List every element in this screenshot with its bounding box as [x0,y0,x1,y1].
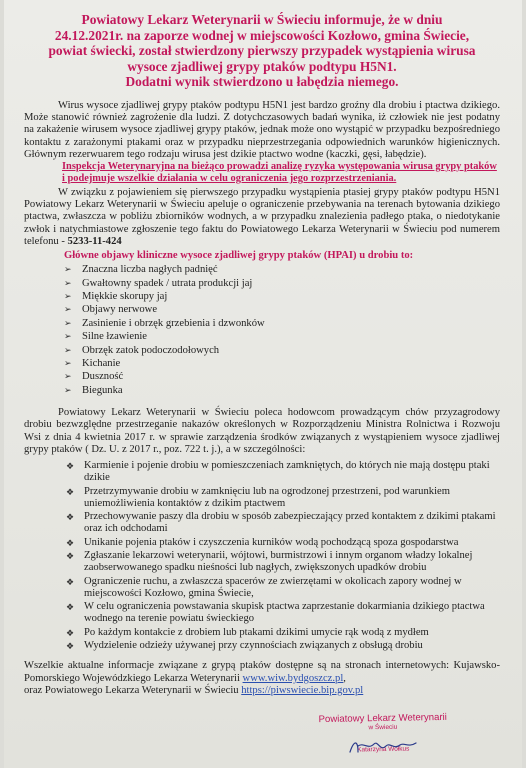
piw-link[interactable]: https://piwswiecie.bip.gov.pl [241,684,364,696]
footer-org2: oraz Powiatowego Lekarza Weterynarii w Świeciu [24,684,239,696]
footer-org1: Kujawsko-Pomorskiego Wojewódzkiego Lekarza Weterynarii [24,660,500,684]
stamp-line: Katarzyna Wołkus [357,745,410,754]
heading-line: 24.12.2021r. na zaporze wodnej w miejscowości Kozłowo, gmina Świecie, [54,27,470,43]
measures-list [24,460,500,653]
measure-item: ❖ Wydzielenie odzieży używanej przy czynnościach związanych z obsługą drobiu [66,640,500,652]
stamp-line: w Świeciu [368,723,398,732]
phone-number: 5233-11-424 [67,235,122,247]
symptom-item: ➢ Duszność [64,370,500,383]
measure-item: ❖ Zgłaszanie lekarzowi weterynarii, wójtowi, burmistrzowi i innym organom władzy lokalnej zaobserwowanego spadku nieśności lub nagłych, zwiększonych upadków drobiu [66,550,500,574]
measure-item: ❖ Przetrzymywanie drobiu w zamknięciu lub na ogrodzonej przestrzeni, pod warunkiem uniemożliwienia kontaktów z dzikim ptactwem [66,486,500,510]
appeal-paragraph [24,187,500,248]
measure-item: ❖ Unikanie pojenia ptaków i czyszczenia kurników wodą pochodzącą spoza gospodarstwa [66,537,500,549]
symptoms-title: Główne objawy kliniczne wysoce zjadliwej grypy ptaków (HPAI) u drobiu to: [64,250,414,261]
footer-lead: Wszelkie aktualne informacje związane z grypą ptaków dostępne są na stronach internetowych: [24,660,450,672]
announcement-sheet [4,0,522,768]
stamp-line: Powiatowy Lekarz Weterynarii [318,711,447,726]
symptom-item: ➢ Gwałtowny spadek / utrata produkcji jaj [64,277,500,290]
measure-item: ❖ W celu ograniczenia powstawania skupisk ptactwa zaprzestanie dokarmiania dzikiego ptactwa wodnego na terenie powiatu świeckiego [66,601,500,625]
handwritten-signature [344,736,424,758]
measure-item: ❖ Ograniczenie ruchu, a zwłaszcza spacerów ze zwierzętami w okolicach zapory wodnej w miejscowości Kozłowo, gmina Świecie, [66,576,500,600]
symptom-item: ➢ Objawy nerwowe [64,303,500,316]
measure-item: ❖ Po każdym kontakcie z drobiem lub ptakami dzikimi umycie rąk wodą z mydłem [66,627,500,639]
heading-line: powiat świecki, został stwierdzony pierwszy przypadek wystąpienia wirusa [48,43,476,59]
intro-paragraph: Wirus wysoce zjadliwej grypy ptaków podtypu H5N1 jest bardzo groźny dla drobiu i ptactwa dzikiego. Może stanowić również zagrożenie dla ludzi. Z dotychczasowych badań wynika, iż człowiek nie jest podatny na zakażenie wirusem wysoce zjadliwej grypy ptaków, jednak może ono wystąpić w przypadku bezpośredniego kontaktu z zarażonymi ptakami oraz w przypadku nieprzestrzegania odpowiednich warunków higienicznych. Głównym rezerwuarem tego rodzaju wirusa jest dzikie ptactwo wodne (kaczki, gęsi, łabędzie). [24,99,500,160]
announcement-heading [28,12,496,90]
appeal-text: W związku z pojawieniem się pierwszego przypadku wystąpienia ptasiej grypy ptaków podtypu H5N1 Powiatowy Lekarz Weterynarii w Świeciu apeluje o ograniczenie przebywania na terenach bytowania dzikiego ptactwa, zwłaszcza w pobliżu zbiorników wodnych, a w przypadku znalezienia padłego ptaka, o niedotykanie zwłok i natychmiastowe zgłoszenie tego faktu do Powiatowego Lekarza Weterynarii w Świeciu pod numerem telefonu - [24,186,500,247]
heading-line: Powiatowy Lekarz Weterynarii w Świeciu informuje, że w dniu [81,12,443,27]
footer-separator: , [343,672,346,684]
wiw-link[interactable]: www.wiw.bydgoszcz.pl [242,672,344,684]
symptom-item: ➢ Obrzęk zatok podoczodołowych [64,344,500,357]
symptom-item: ➢ Miękkie skorupy jaj [64,290,500,303]
footer-info [24,660,500,697]
heading-line: wysoce zjadliwej grypy ptaków podtypu H5N1. [127,58,397,74]
symptom-item: ➢ Silne łzawienie [64,330,500,343]
measure-item: ❖ Karmienie i pojenie drobiu w pomieszczeniach zamkniętych, do których nie mają dostępu ptaki dzikie [66,460,500,484]
symptom-item: ➢ Biegunka [64,384,500,397]
measure-item: ❖ Przechowywanie paszy dla drobiu w sposób zabezpieczający przed kontaktem z dzikimi ptakami oraz ich odchodami [66,511,500,535]
symptom-item: ➢ Zasinienie i obrzęk grzebienia i dzwonków [64,317,500,330]
symptom-item: ➢ Znaczna liczba nagłych padnięć [64,263,500,276]
alert-notice: Inspekcja Weterynaryjna na bieżąco prowadzi analizę ryzyka występowania wirusa grypy ptaków i podejmuje wszelkie działania w celu ograniczenia jego rozprzestrzeniania. [62,160,497,184]
symptom-item: ➢ Kichanie [64,357,500,370]
heading-line: Dodatni wynik stwierdzono u łabędzia niemego. [125,74,399,90]
symptoms-list [24,263,500,397]
recommendation-paragraph: Powiatowy Lekarz Weterynarii w Świeciu poleca hodowcom prowadzącym chów przyzagrodowy drobiu bezwzględne przestrzeganie nakazów określonych w Rozporządzeniu Ministra Rolnictwa i Rozwoju Wsi z dnia 4 kwietnia 2017 r. w sprawie zarządzenia środków związanych z wystąpieniem wysoce zjadliwej grypy ptaków ( Dz. U. z 2017 r., poz. 722 t. j.), a w szczególności: [24,407,500,455]
